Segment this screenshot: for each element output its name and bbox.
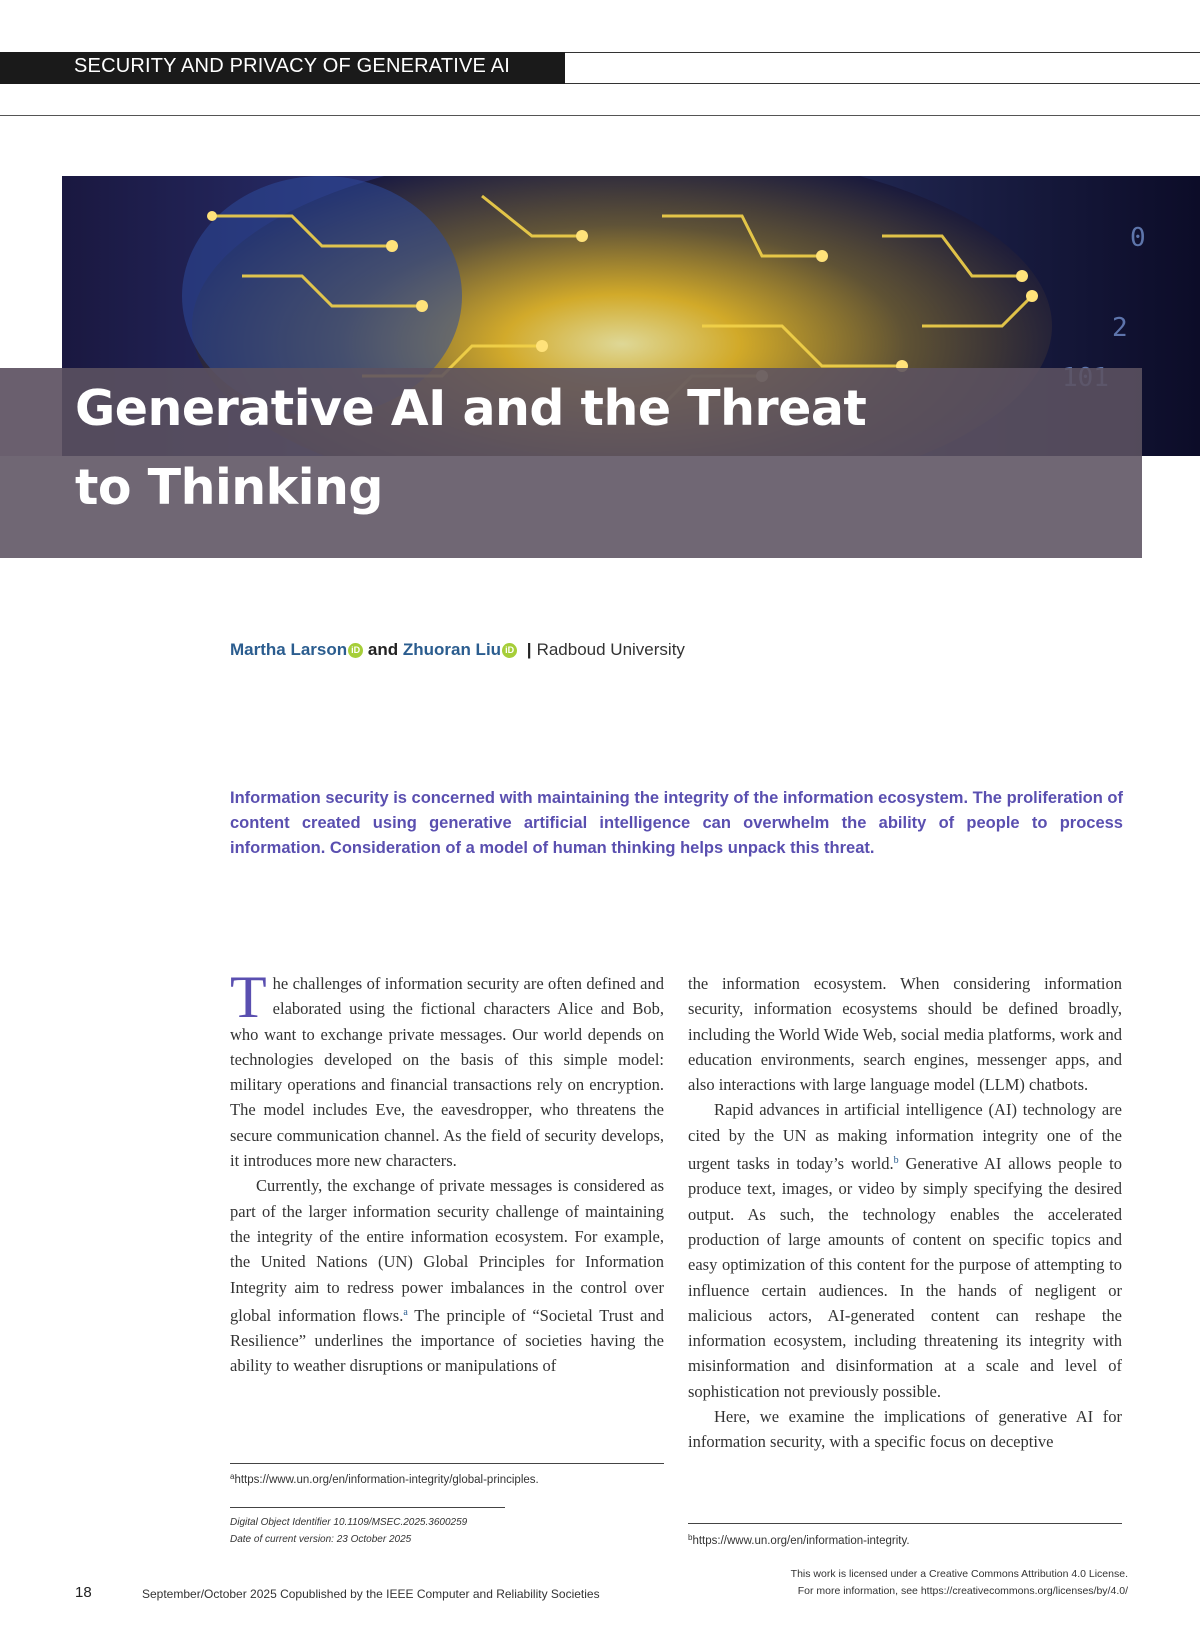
page-number: 18 [75,1584,92,1601]
article-title-line-2: to Thinking [75,459,383,516]
drop-cap: T [230,964,267,1030]
footnote-rule [688,1523,1122,1524]
license-link[interactable]: For more information, see https://creativecommons.org/licenses/by/4.0/ [797,1585,1128,1597]
header-rule [565,52,1200,84]
paragraph [230,1173,664,1378]
orcid-icon[interactable]: iD [348,643,363,658]
doi-text: Digital Object Identifier 10.1109/MSEC.2025.3600259 [230,1517,468,1528]
paragraph: the information ecosystem. When considering information security, information ecosystems should be defined broadly, including the World Wide Web, social media platforms, work and education environments, search engines, messenger apps, and also interactions with large language model (LLM) chatbots. [688,974,1122,1095]
paragraph [230,964,664,1173]
footnote-ref[interactable]: b [893,1155,899,1167]
footnote-link[interactable]: https://www.un.org/en/information-integrity. [692,1535,910,1547]
svg-text:2: 2 [1112,313,1128,343]
paragraph-text: he challenges of information security are often defined and elaborated using the fictional characters Alice and Bob, who want to exchange private messages. Our world depends on technologies developed on the basis of this simple model: military operations and financial transactions rely on encryption. The model includes Eve, the eavesdropper, who threatens the secure communication channel. As the field of security develops, it introduces more new characters. [230,974,664,1171]
body-column-right [688,971,1122,1455]
paragraph-text: The principle of “Societal Trust and Resilience” underlines the importance of societies having the ability to weather disruptions or manipulations of [230,1305,664,1376]
issue-info: September/October 2025 Copublished by the IEEE Computer and Reliability Societies [142,1587,600,1601]
author-name[interactable]: Martha Larson [230,640,348,659]
paragraph [688,1097,1122,1404]
publication-date: Date of current version: 23 October 2025 [230,1534,412,1545]
footnote-mark: a [230,1472,235,1481]
doi-rule [230,1507,505,1508]
svg-text:0: 0 [1130,223,1146,253]
paragraph-text: Currently, the exchange of private messages is considered as part of the larger information security challenge of maintaining the integrity of the entire information ecosystem. For example, the United Nations (UN) Global Principles for Information Integrity aim to redress power imbalances in the control over global information flows. [230,1176,664,1325]
body-column-left [230,964,664,1379]
paragraph-text: Rapid advances in artificial intelligence (AI) technology are cited by the UN as making information integrity one of the urgent tasks in today’s world. [688,1100,1122,1174]
byline-separator: | [526,640,532,659]
footnote-mark: b [688,1533,693,1542]
footnote-ref[interactable]: a [403,1306,408,1318]
footnote-rule [230,1463,664,1464]
footnote-b [688,1533,910,1547]
paragraph-text: Generative AI allows people to produce text, images, or video by simply specifying the desired output. As such, the technology enables the accelerated production of large amounts of content on specific topics and easy optimization of this content for the purpose of attempting to influence certain audiences. In the hands of negligent or malicious actors, AI-generated content can reshape the information ecosystem, including threatening its integrity with misinformation and disinformation at a scale and level of sophistication not previously possible. [688,1154,1122,1401]
abstract: Information security is concerned with maintaining the integrity of the information ecosystem. The proliferation of content created using generative artificial intelligence can overwhelm the ability of people to process information. Consideration of a model of human thinking helps unpack this threat. [230,789,1123,857]
article-title-line-1: Generative AI and the Threat [75,380,867,437]
byline-conjunction: and [367,640,399,659]
affiliation: Radboud University [536,640,685,659]
paragraph: Here, we examine the implications of generative AI for information security, with a specific focus on deceptive [688,1407,1122,1452]
orcid-icon[interactable]: iD [502,643,517,658]
header-divider [0,115,1200,116]
title-band-edge [0,368,62,456]
footnote-a [230,1472,539,1486]
license-text: This work is licensed under a Creative Commons Attribution 4.0 License. [790,1568,1128,1580]
footnote-link[interactable]: https://www.un.org/en/information-integrity/global-principles. [234,1474,539,1486]
section-title: SECURITY AND PRIVACY OF GENERATIVE AI [74,55,511,77]
byline [230,640,685,660]
author-name[interactable]: Zhuoran Liu [402,640,502,659]
